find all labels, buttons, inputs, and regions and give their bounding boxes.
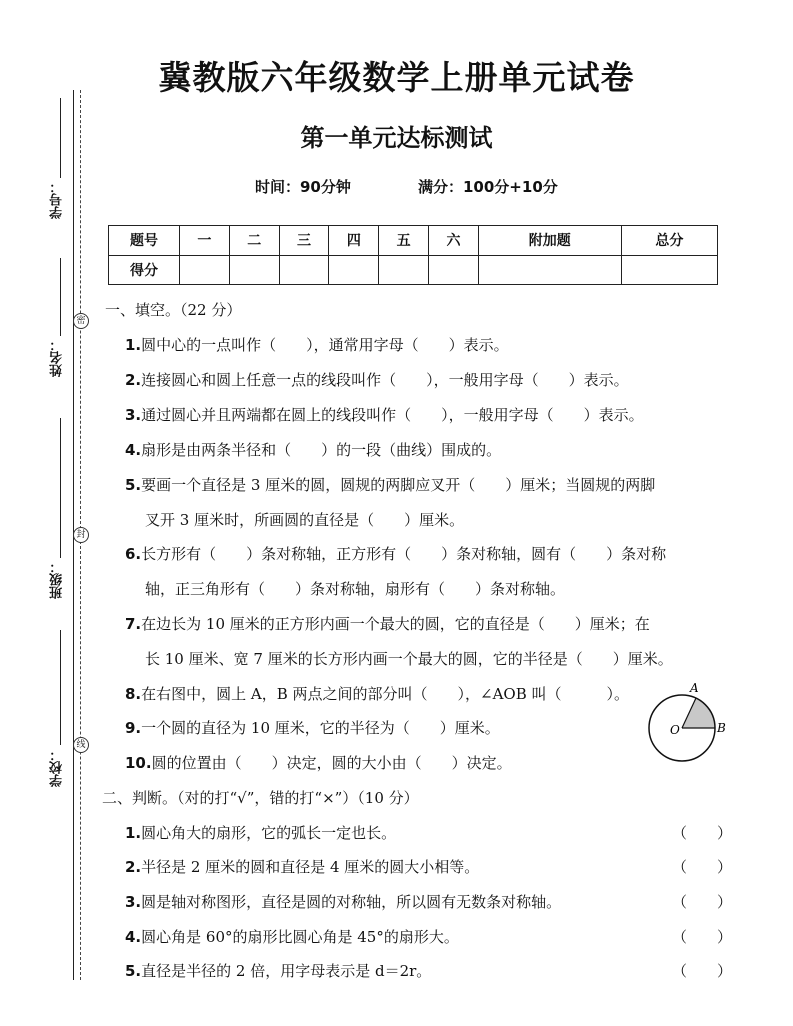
question-text: 在边长为 10 厘米的正方形内画一个最大的圆，它的直径是（ ）厘米；在 — [141, 615, 650, 633]
student-id-label: 学号： — [50, 180, 65, 219]
question-number: 1. — [125, 824, 142, 842]
exam-time: 时间：90分钟 — [255, 178, 351, 196]
question-number: 4. — [125, 441, 142, 459]
question-number: 3. — [125, 893, 142, 911]
judge-answer-bracket[interactable]: （ ） — [672, 858, 733, 876]
question-text: 圆心角大的扇形，它的弧长一定也长。 — [141, 824, 397, 842]
question-number: 2. — [125, 858, 142, 876]
score-row-label: 得分 — [109, 255, 180, 285]
judge-question-3 — [125, 891, 561, 912]
score-table-score-row — [109, 255, 718, 285]
score-header-cell: 一 — [180, 226, 230, 256]
question-text: 在右图中，圆上 A，B 两点之间的部分叫（ ），∠AOB 叫（ ）。 — [141, 685, 630, 703]
shaded-sector — [682, 698, 715, 728]
question-number: 1. — [125, 336, 142, 354]
exam-full-score: 满分：100分+10分 — [418, 178, 558, 196]
question-text: 长方形有（ ）条对称轴，正方形有（ ）条对称轴，圆有（ ）条对称 — [141, 545, 667, 563]
score-input-cell[interactable] — [279, 255, 329, 285]
score-input-cell[interactable] — [429, 255, 479, 285]
score-input-cell[interactable] — [229, 255, 279, 285]
score-table — [108, 225, 718, 285]
question-1-9 — [125, 717, 500, 738]
score-input-cell[interactable] — [329, 255, 379, 285]
question-1-5-continued: 叉开 3 厘米时，所画圆的直径是（ ）厘米。 — [145, 511, 465, 529]
question-number: 2. — [125, 371, 142, 389]
question-number: 3. — [125, 406, 142, 424]
point-b-label: B — [717, 721, 726, 735]
question-number: 5. — [125, 476, 142, 494]
question-text: 连接圆心和圆上任意一点的线段叫作（ ），一般用字母（ ）表示。 — [141, 371, 629, 389]
section2-heading: 二、判断。（对的打“√”，错的打“×”）（10 分） — [102, 789, 419, 807]
score-input-cell[interactable] — [621, 255, 717, 285]
question-1-3 — [125, 404, 644, 425]
judge-question-5 — [125, 960, 431, 981]
question-text: 通过圆心并且两端都在圆上的线段叫作（ ），一般用字母（ ）表示。 — [141, 406, 644, 424]
question-1-10 — [125, 752, 512, 773]
score-header-cell: 题号 — [109, 226, 180, 256]
question-text: 圆是轴对称图形，直径是圆的对称轴，所以圆有无数条对称轴。 — [141, 893, 562, 911]
seal-mark-mi: 密 — [73, 313, 89, 329]
score-input-cell[interactable] — [180, 255, 230, 285]
question-number: 8. — [125, 685, 142, 703]
question-1-5 — [125, 474, 655, 495]
circle-sector-figure — [648, 678, 733, 770]
question-text: 要画一个直径是 3 厘米的圆，圆规的两脚应叉开（ ）厘米；当圆规的两脚 — [141, 476, 656, 494]
score-input-cell[interactable] — [478, 255, 621, 285]
question-1-2 — [125, 369, 629, 390]
question-1-1 — [125, 334, 509, 355]
school-label: 学校： — [50, 748, 65, 787]
judge-question-1 — [125, 822, 396, 843]
question-1-7 — [125, 613, 650, 634]
seal-mark-xian: 线 — [73, 737, 89, 753]
score-header-cell: 三 — [279, 226, 329, 256]
question-text: 圆心角是 60°的扇形比圆心角是 45°的扇形大。 — [141, 928, 459, 946]
student-name-line[interactable] — [60, 258, 61, 336]
section1-heading: 一、填空。（22 分） — [105, 301, 242, 319]
judge-answer-bracket[interactable]: （ ） — [672, 824, 733, 842]
score-header-cell: 附加题 — [478, 226, 621, 256]
question-1-8 — [125, 683, 629, 704]
question-1-7-continued: 长 10 厘米、宽 7 厘米的长方形内画一个最大的圆，它的半径是（ ）厘米。 — [145, 650, 673, 668]
question-number: 4. — [125, 928, 142, 946]
student-name-label: 姓名： — [50, 338, 65, 377]
question-text: 圆的位置由（ ）决定，圆的大小由（ ）决定。 — [151, 754, 512, 772]
score-header-cell: 五 — [379, 226, 429, 256]
class-label: 班级： — [50, 560, 65, 599]
question-1-6 — [125, 543, 666, 564]
score-header-cell: 四 — [329, 226, 379, 256]
point-a-label: A — [690, 681, 699, 695]
question-number: 9. — [125, 719, 142, 737]
judge-question-2 — [125, 856, 479, 877]
question-text: 半径是 2 厘米的圆和直径是 4 厘米的圆大小相等。 — [141, 858, 480, 876]
question-1-4 — [125, 439, 501, 460]
judge-question-4 — [125, 926, 459, 947]
question-number: 5. — [125, 962, 142, 980]
question-text: 直径是半径的 2 倍，用字母表示是 d＝2r。 — [141, 962, 432, 980]
seal-mark-feng: 封 — [73, 527, 89, 543]
point-o-label: O — [670, 723, 680, 737]
exam-subtitle: 第一单元达标测试 — [300, 124, 493, 152]
school-line[interactable] — [60, 630, 61, 745]
question-text: 一个圆的直径为 10 厘米，它的半径为（ ）厘米。 — [141, 719, 500, 737]
question-number: 7. — [125, 615, 142, 633]
exam-title: 冀教版六年级数学上册单元试卷 — [158, 58, 635, 97]
question-number: 10. — [125, 754, 152, 772]
question-1-6-continued: 轴，正三角形有（ ）条对称轴，扇形有（ ）条对称轴。 — [145, 580, 566, 598]
question-number: 6. — [125, 545, 142, 563]
score-input-cell[interactable] — [379, 255, 429, 285]
score-header-cell: 二 — [229, 226, 279, 256]
score-table-header-row — [109, 226, 718, 256]
judge-answer-bracket[interactable]: （ ） — [672, 893, 733, 911]
score-header-cell: 总分 — [621, 226, 717, 256]
question-text: 圆中心的一点叫作（ ），通常用字母（ ）表示。 — [141, 336, 509, 354]
score-header-cell: 六 — [429, 226, 479, 256]
judge-answer-bracket[interactable]: （ ） — [672, 928, 733, 946]
judge-answer-bracket[interactable]: （ ） — [672, 962, 733, 980]
question-text: 扇形是由两条半径和（ ）的一段（曲线）围成的。 — [141, 441, 502, 459]
class-line[interactable] — [60, 418, 61, 558]
